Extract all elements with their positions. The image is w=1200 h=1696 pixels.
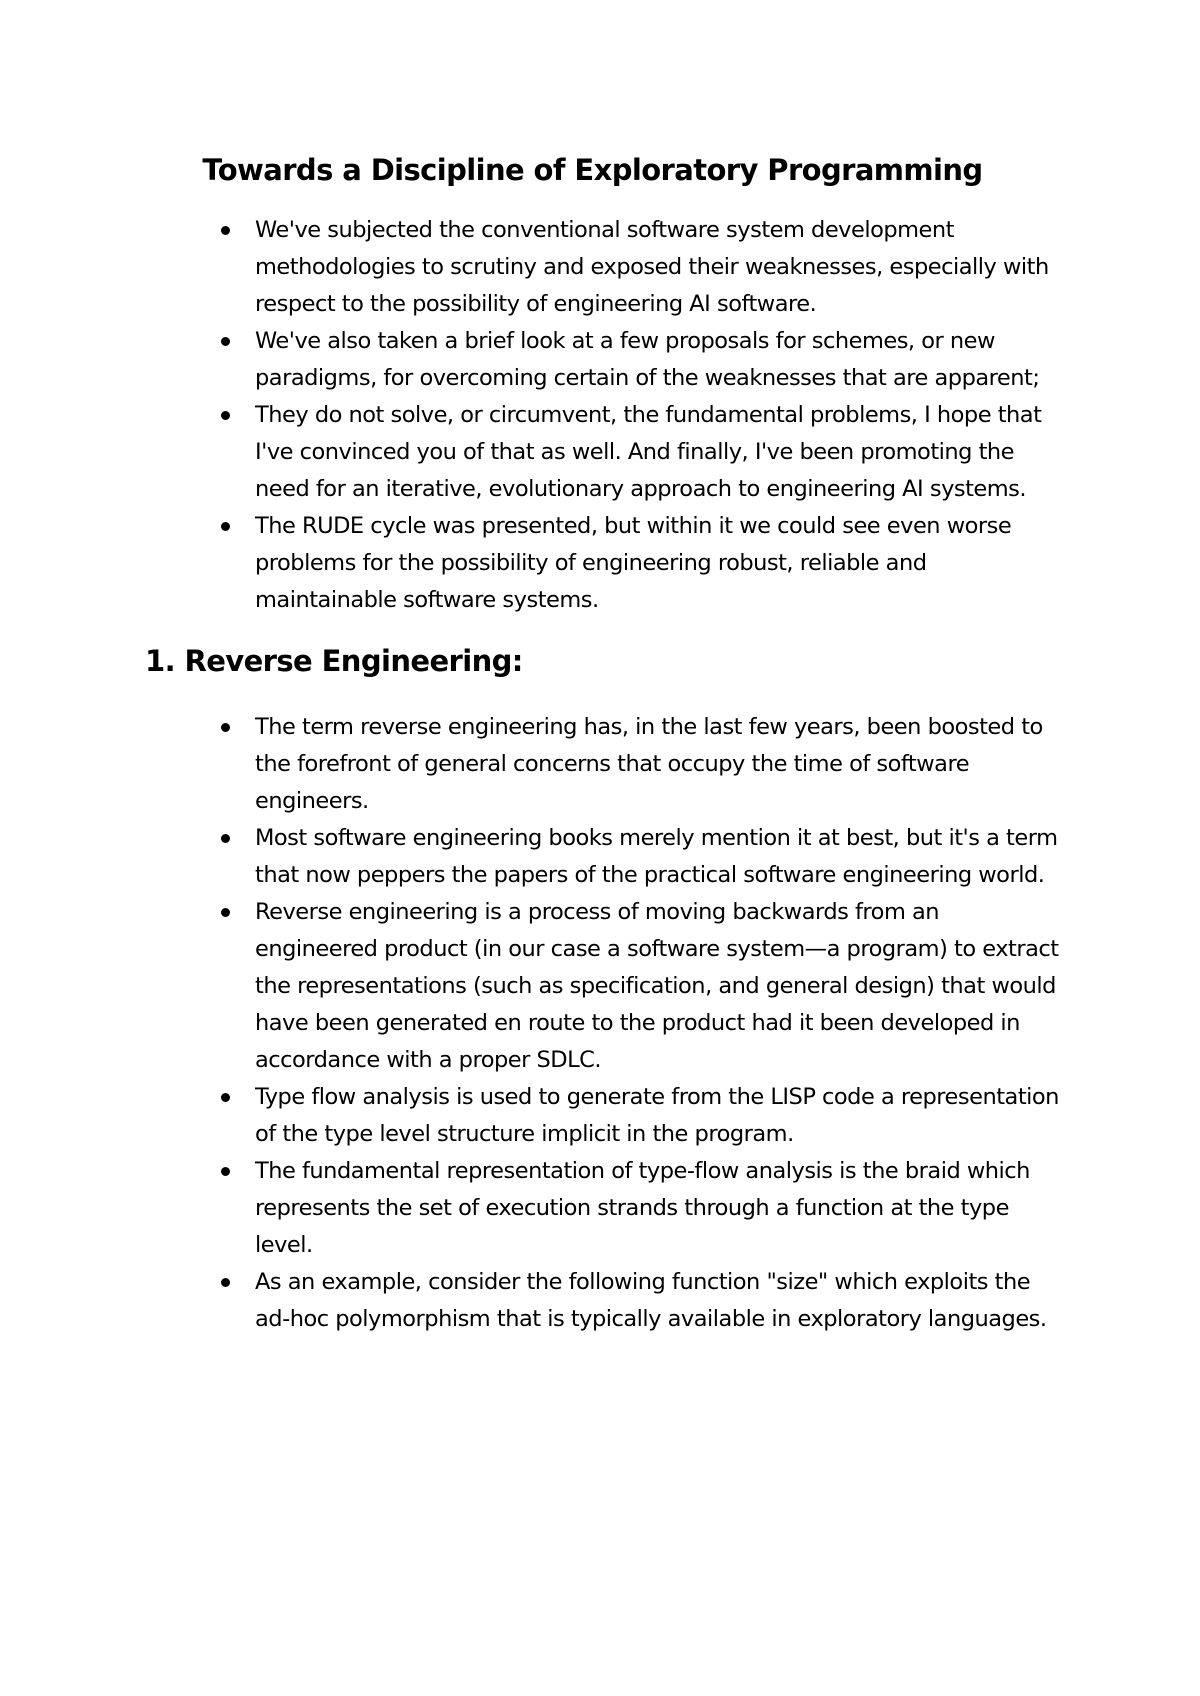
list-item-text: They do not solve, or circumvent, the fundamental problems, I hope that I've convinced you of that as well. And finally, I've been promoting the need for an iterative, evolutionary approach to engineering AI systems.	[255, 402, 1042, 502]
bullet-icon	[221, 411, 230, 420]
section-bullet-list	[145, 709, 1060, 1338]
bullet-icon	[221, 723, 230, 732]
list-item	[255, 323, 1060, 397]
bullet-icon	[221, 1278, 230, 1287]
document-title: Towards a Discipline of Exploratory Programming	[202, 153, 983, 187]
bullet-icon	[221, 522, 230, 531]
list-item-text: We've subjected the conventional software system development methodologies to scrutiny and exposed their weaknesses, especially with respect to the possibility of engineering AI software.	[255, 217, 1049, 317]
list-item-text: Reverse engineering is a process of moving backwards from an engineered product (in our case a software system—a program) to extract the representations (such as specification, and general design) that would have been generated en route to the product had it been developed in accordance with a proper SDLC.	[255, 899, 1059, 1073]
list-item	[255, 820, 1060, 894]
list-item-text: Most software engineering books merely mention it at best, but it's a term that now peppers the papers of the practical software engineering world.	[255, 825, 1058, 888]
list-item-text: The term reverse engineering has, in the last few years, been boosted to the forefront of general concerns that occupy the time of software engineers.	[255, 714, 1043, 814]
list-item-text: As an example, consider the following function "size" which exploits the ad-hoc polymorphism that is typically available in exploratory languages.	[255, 1269, 1047, 1332]
list-item	[255, 894, 1060, 1079]
bullet-icon	[221, 908, 230, 917]
intro-bullet-list	[145, 212, 1060, 619]
bullet-icon	[221, 834, 230, 843]
list-item-text: The fundamental representation of type-flow analysis is the braid which represents the set of execution strands through a function at the type level.	[255, 1158, 1030, 1258]
section-heading: 1. Reverse Engineering:	[145, 644, 523, 678]
list-item	[255, 709, 1060, 820]
list-item	[255, 1079, 1060, 1153]
bullet-icon	[221, 337, 230, 346]
list-item	[255, 1153, 1060, 1264]
bullet-icon	[221, 1093, 230, 1102]
list-item	[255, 1264, 1060, 1338]
list-item-text: Type flow analysis is used to generate from the LISP code a representation of the type level structure implicit in the program.	[255, 1084, 1059, 1147]
list-item	[255, 508, 1060, 619]
bullet-icon	[221, 1167, 230, 1176]
list-item	[255, 212, 1060, 323]
list-item-text: The RUDE cycle was presented, but within it we could see even worse problems for the possibility of engineering robust, reliable and maintainable software systems.	[255, 513, 1012, 613]
list-item	[255, 397, 1060, 508]
list-item-text: We've also taken a brief look at a few proposals for schemes, or new paradigms, for overcoming certain of the weaknesses that are apparent;	[255, 328, 1040, 391]
bullet-icon	[221, 226, 230, 235]
